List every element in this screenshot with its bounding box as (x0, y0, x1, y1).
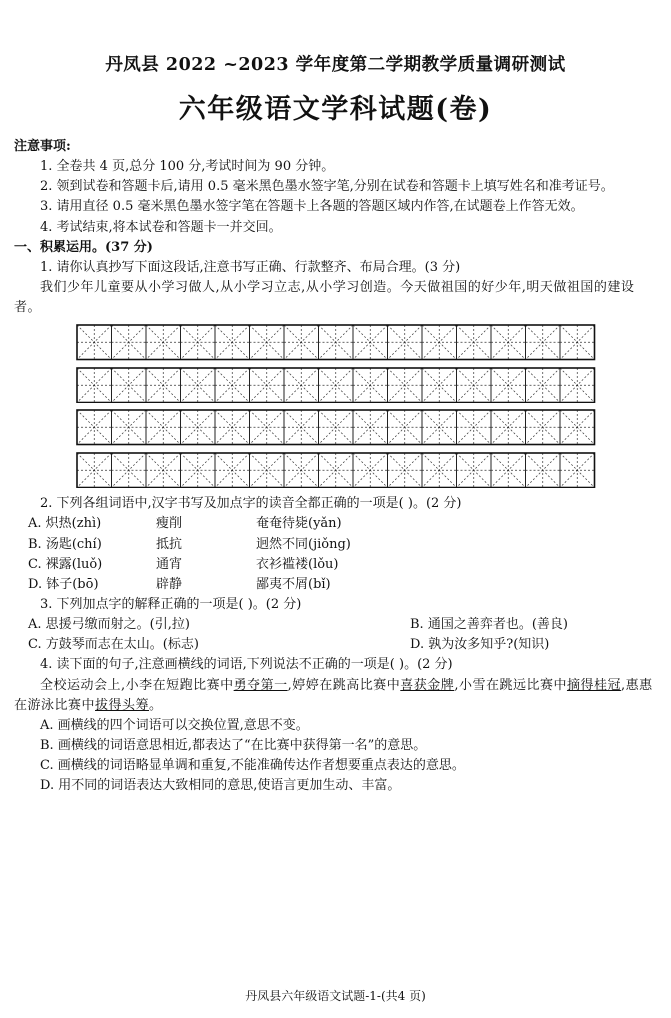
question-1-stem: 1. 请你认真抄写下面这段话,注意书写正确、行款整齐、布局合理。(3 分) (40, 259, 461, 275)
option-b: B. 通国之善弈者也。(善良) (410, 617, 568, 633)
q4-option-a: A. 画横线的四个词语可以交换位置,意思不变。 (40, 717, 309, 733)
option-c-word-2: 通宵 (156, 556, 183, 572)
grid-row[interactable] (76, 367, 655, 404)
grid-row[interactable] (76, 452, 655, 489)
option-c-word-1: C. 裸露(luǒ) (28, 556, 103, 572)
sentence-text: 全校运动会上,小李在短跑比赛中 (40, 677, 234, 693)
grid-row[interactable] (76, 324, 655, 361)
option-d-word-1: D. 钵子(bō) (28, 576, 99, 592)
option-a-word-1: A. 炽热(zhì) (28, 516, 102, 532)
sentence-text: ,惠惠在游泳比赛中 (14, 677, 653, 713)
notice-item: 3. 请用直径 0.5 毫米黑色墨水签字笔在答题卡上各题的答题区域内作答,在试题卷上作答无效。 (40, 199, 584, 215)
notice-item: 2. 领到试卷和答题卡后,请用 0.5 毫米黑色墨水签字笔,分别在试卷和答题卡上填写姓名和准考证号。 (40, 179, 614, 195)
q4-option-c: C. 画横线的词语略显单调和重复,不能准确传达作者想要重点表达的意思。 (40, 758, 465, 774)
question-3-stem: 3. 下列加点字的解释正确的一项是( )。(2 分) (40, 596, 302, 612)
exam-title: 六年级语文学科试题(卷) (178, 94, 493, 126)
option-c-word-3: 衣衫褴褛(lǒu) (256, 556, 339, 572)
exam-name: 丹凤县 2022 ~2023 学年度第二学期教学质量调研测试 (105, 55, 566, 75)
notice-item: 1. 全卷共 4 页,总分 100 分,考试时间为 90 分钟。 (40, 159, 335, 175)
question-4-stem: 4. 读下面的句子,注意画横线的词语,下列说法不正确的一项是( )。(2 分) (40, 657, 453, 673)
notice-item: 4. 考试结束,将本试卷和答题卡一并交回。 (40, 219, 282, 235)
option-a-word-2: 瘦削 (156, 516, 183, 532)
option-c: C. 方鼓琴而志在太山。(标志) (28, 637, 199, 653)
q4-option-b: B. 画横线的词语意思相近,都表达了“在比赛中获得第一名”的意思。 (40, 737, 427, 753)
sentence-text: ,小雪在跳远比赛中 (454, 677, 567, 693)
section-1 (0, 238, 671, 797)
question-4-sentence (14, 676, 655, 716)
option-d-word-2: 辟静 (156, 576, 183, 592)
option-d-word-3: 鄙夷不屑(bǐ) (256, 576, 331, 592)
q4-option-d: D. 用不同的词语表达大致相同的意思,使语言更加生动、丰富。 (40, 778, 401, 794)
question-2-options (14, 514, 655, 595)
question-3-options (14, 615, 655, 655)
notice-section (0, 137, 671, 238)
grid-row[interactable] (76, 409, 655, 446)
question-2-stem: 2. 下列各组词语中,汉字书写及加点字的读音全都正确的一项是( )。(2 分) (40, 496, 462, 512)
page-footer: 丹凤县六年级语文试题-1-(共4 页) (245, 989, 426, 1003)
notice-label: 注意事项: (14, 138, 71, 154)
underlined-term: 喜获金牌 (400, 677, 455, 693)
underlined-term: 摘得桂冠 (566, 677, 621, 693)
sentence-text: 。 (149, 697, 163, 713)
copy-passage: 我们少年儿童要从小学习做人,从小学习立志,从小学习创造。今天做祖国的好少年,明天做祖国的建设者。 (14, 279, 635, 316)
sentence-text: ,婷婷在跳高比赛中 (287, 677, 401, 693)
option-a: A. 思援弓缴而射之。(引,拉) (28, 617, 190, 633)
option-b-word-1: B. 汤匙(chí) (28, 536, 102, 552)
option-b-word-3: 迥然不同(jiǒng) (256, 536, 351, 552)
exam-header (0, 52, 671, 131)
option-a-word-3: 奄奄待毙(yǎn) (256, 516, 342, 532)
section-heading: 一、积累运用。(37 分) (14, 239, 153, 255)
option-d: D. 孰为汝多知乎?(知识) (410, 637, 550, 653)
underlined-term: 拔得头筹 (95, 697, 150, 713)
writing-grid[interactable] (76, 324, 655, 488)
underlined-term: 勇夺第一 (233, 677, 288, 693)
option-b-word-2: 抵抗 (156, 536, 183, 552)
